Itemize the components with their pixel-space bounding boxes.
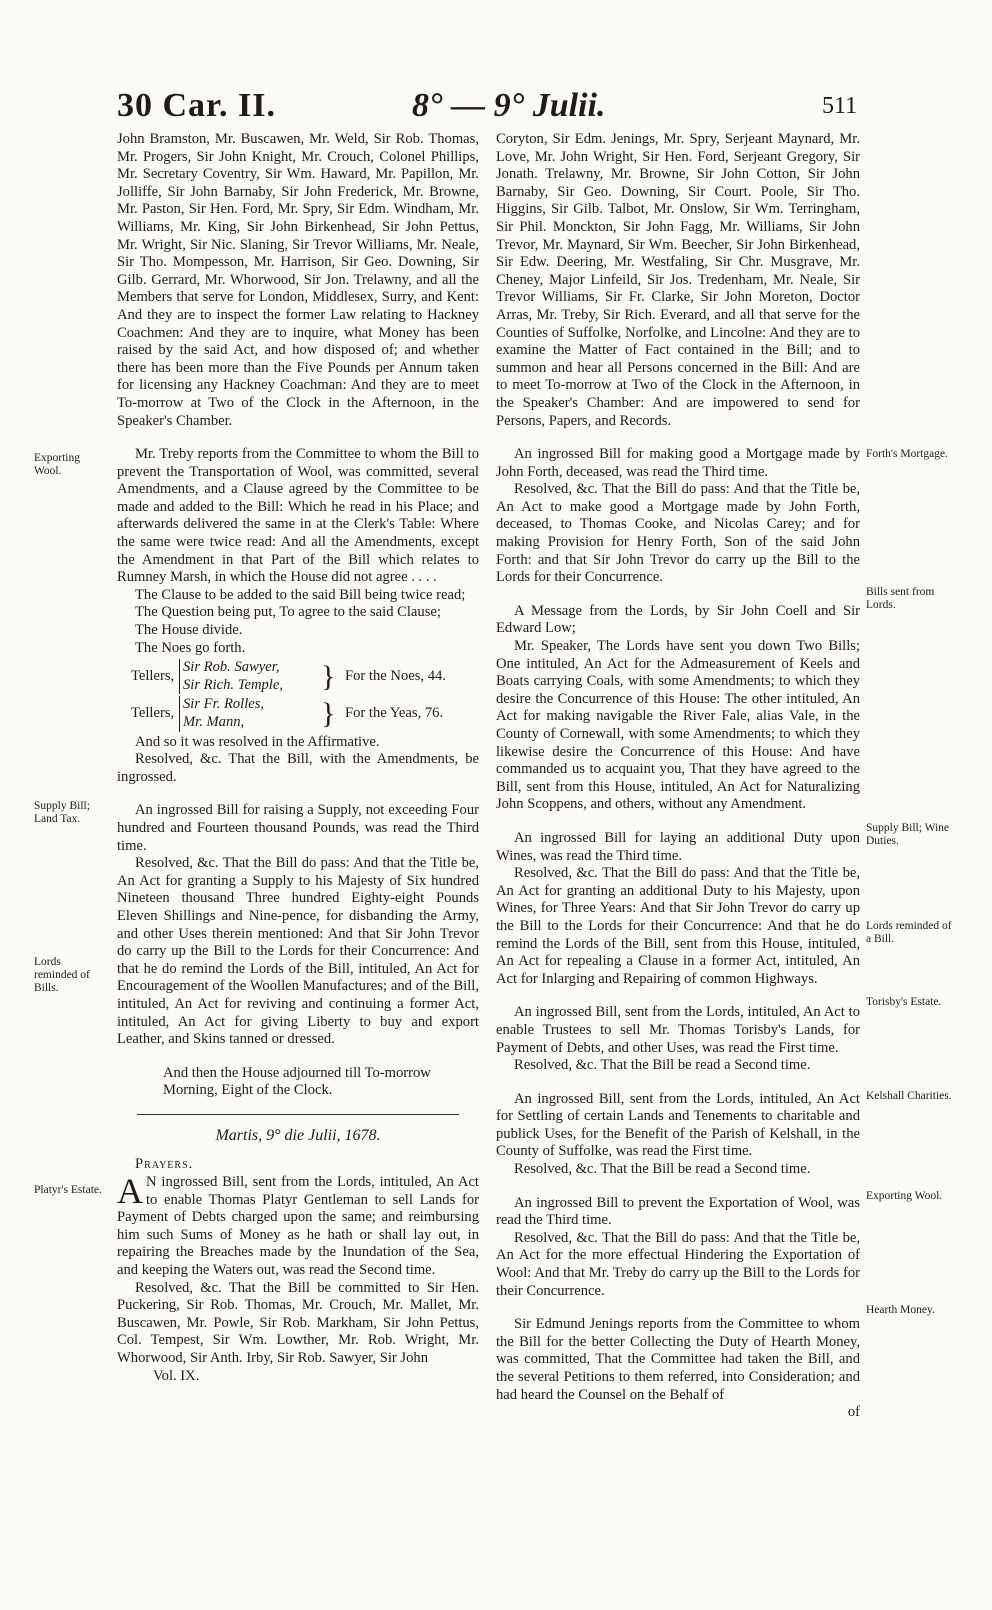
wool-resolved-paragraph: Resolved, &c. That the Bill do pass: And that the Title be, An Act for the more effectual Hindering the Exportation of Wool: And that Mr. Treby do carry up the Bill to the Lords for their Concurrence. [496, 1229, 860, 1299]
noes-result: For the Noes, 44. [345, 668, 446, 685]
platyr-text: N ingrossed Bill, sent from the Lords, intituled, An Act to enable Thomas Platyr Gentleman to sell Lands for Payment of Debts charged upon the same; and reimbursing him such Sums of Money as he hath or shall lay out, in repairing the Breaches made by the Inundation of the Sea, and keeping the Waters out, was read the Second time. [117, 1174, 479, 1279]
mortgage-bill-paragraph: An ingrossed Bill for making good a Mortgage made by John Forth, deceased, was read the Third time. [496, 446, 860, 480]
margin-note-supply-wine: Supply Bill; Wine Duties. [866, 822, 950, 847]
wine-resolved-paragraph: Resolved, &c. That the Bill do pass: And that the Title be, An Act for granting an additional Duty to his Majesty, upon Wines, for Three Years: And that Sir John Trevor do carry up the Bill to the Lords for their Concurrence: And that he do remind the Lords of the Bill, sent from this House, intituled, An Act for repealing a Clause in a former Act, intituled, An Act for Inlarging and Repairing of common Highways. [496, 865, 860, 987]
margin-note-lords-reminded: Lords reminded of Bills. [34, 956, 90, 994]
page-number: 511 [822, 93, 858, 119]
day-heading: Martis, 9° die Julii, 1678. [215, 1126, 381, 1144]
wool-bill-paragraph: An ingrossed Bill to prevent the Exportation of Wool, was read the Third time. [496, 1194, 860, 1229]
margin-note-bills-sent: Bills sent from Lords. [866, 586, 935, 611]
teller-noes-1: Sir Rob. Sawyer, [183, 659, 280, 676]
page-header [0, 85, 992, 135]
reign-heading: 30 Car. II. [117, 87, 276, 124]
catchword: of [847, 1404, 860, 1421]
noes-forth-line: The Noes go forth. [135, 639, 246, 656]
speaker-message-paragraph: Mr. Speaker, The Lords have sent you down Two Bills; One intituled, An Act for the Admeasurement of Keels and Boats carrying Coals, with some Amendments; to which they desire the Concurrence of this House: The other intituled, An Act for making navigable the River Fale, alias Vale, in the County of Cornewall, with some Amendments; to which they likewise desire the Concurrence of this House: And have commanded us to acquaint you, That they have agreed to the Bill, sent from this House, intituled, An Act for Naturalizing John Scoppens, and others, without any Amendment. [496, 638, 860, 813]
tellers-yeas [117, 696, 479, 731]
kelshall-bill-paragraph: An ingrossed Bill, sent from the Lords, intituled, An Act for Settling of certain Lands and Tenements to charitable and publick Uses, for the Benefit of the Parish of Kelshall, in the County of Suffolke, was read the First time. [496, 1090, 860, 1160]
margin-note-exporting-wool-right: Exporting Wool. [866, 1190, 943, 1202]
house-divide-line: The House divide. [135, 622, 243, 639]
question-paragraph: The Question being put, To agree to the said Clause; [135, 604, 441, 621]
teller-noes-2: Sir Rich. Temple, [183, 676, 283, 693]
lords-message-line: A Message from the Lords, by Sir John Coell and Sir Edward Low; [496, 602, 860, 637]
resolved-ingrossed-line: Resolved, &c. That the Bill, with the Amendments, be ingrossed. [117, 751, 479, 785]
platyr-paragraph [117, 1171, 479, 1280]
hearth-money-paragraph: Sir Edmund Jenings reports from the Committee to whom the Bill for the better Collecting the Duty of Hearth Money, was committed, That the Committee had taken the Bill, and the several Petitions to them referred, into Consideration; and had heard the Counsel on the Behalf of [496, 1316, 860, 1403]
right-column [496, 131, 860, 1422]
drop-cap: A [117, 1171, 143, 1212]
wine-bill-paragraph: An ingrossed Bill for laying an additional Duty upon Wines, was read the Third time. [496, 829, 860, 864]
brace-icon: } [321, 659, 336, 693]
volume-line [117, 1368, 479, 1386]
teller-yeas-2: Mr. Mann, [183, 714, 245, 730]
section-divider [137, 1114, 459, 1115]
brace-icon: } [321, 697, 336, 730]
platyr-committed-paragraph: Resolved, &c. That the Bill be committed to Sir Hen. Puckering, Sir Rob. Thomas, Mr. Crouch, Mr. Mallet, Mr. Buscawen, Mr. Powle, Sir Rob. Markham, Sir John Pettus, Col. Tempest, Sir Wm. Lowther, Mr. Rob. Wright, Mr. Whorwood, Sir Anth. Irby, Sir Rob. Sawyer, Sir John [117, 1279, 479, 1366]
supply-bill-paragraph: An ingrossed Bill for raising a Supply, not exceeding Four hundred and Fourteen thousand Pounds, was read the Third time. [117, 802, 479, 854]
margin-note-lords-reminded-bill: Lords reminded of a Bill. [866, 920, 952, 945]
teller-yeas-1: Sir Fr. Rolles, [183, 696, 265, 713]
margin-note-forth-mortgage: Forth's Mortgage. [866, 448, 948, 460]
tellers-noes [117, 659, 479, 694]
committee-continued-paragraph: Coryton, Sir Edm. Jenings, Mr. Spry, Serjeant Maynard, Mr. Love, Mr. John Wright, Sir Hen. Ford, Serjeant Gregory, Sir Jonath. Trelawny, Mr. Browne, Sir John Cotton, Sir John Barnaby, Sir Geo. Downing, Sir Court. Poole, Sir Tho. Higgins, Sir Gilb. Talbot, Mr. Onslow, Sir Wm. Terringham, Sir Phil. Monckton, Sir John Fagg, Mr. Williams, Sir John Trevor, Mr. Maynard, Sir Wm. Beecher, Sir John Birkenhead, Sir Edw. Deering, Mr. Westfaling, Sir Chr. Musgrave, Mr. Cheney, Major Linfeild, Sir Jos. Tredenham, Mr. Neale, Sir Trevor Williams, Sir Fr. Clarke, Sir John Moreton, Doctor Arras, Mr. Treby, Sir Rich. Everard, and all that serve for the Counties of Suffolke, Norfolke, and Lincolne: And they are to examine the Matter of Fact contained in the Bill; and to summon and hear all Persons concerned in the Bill: And are to meet To-morrow at Two of the Clock in the Afternoon, in the Speaker's Chamber: And are impowered to send for Persons, Papers, and Records. [496, 131, 860, 429]
volume-label: Vol. IX. [153, 1367, 200, 1384]
yeas-result: For the Yeas, 76. [345, 705, 444, 722]
margin-note-kelshall: Kelshall Charities. [866, 1090, 952, 1102]
margin-note-torisby: Torisby's Estate. [866, 996, 942, 1008]
tellers-label: Tellers, [131, 668, 175, 685]
committee-members-paragraph: John Bramston, Mr. Buscawen, Mr. Weld, Sir Rob. Thomas, Mr. Progers, Sir John Knight, Mr. Crouch, Colonel Phillips, Mr. Secretary Coventry, Sir Wm. Haward, Mr. Papillon, Mr. Jolliffe, Sir John Barnaby, Sir John Frederick, Mr. Browne, Mr. Paston, Sir Hen. Ford, Mr. Spry, Sir Edm. Windham, Mr. Williams, Mr. King, Sir John Birkenhead, Sir John Pettus, Mr. Wright, Sir Nic. Slaning, Sir Trevor Williams, Mr. Neale, Sir Tho. Mompesson, Mr. Harrison, Sir Geo. Downing, Sir Gilb. Gerrard, Mr. Whorwood, Sir Jon. Trelawny, and all the Members that serve for London, Middlesex, Surry, and Kent: And they are to inspect the former Law relating to Hackney Coachmen: And they are to inquire, what Money has been raised by the said Act, and how disposed of; and whether there has been more than the Five Pounds per Annum taken for licensing any Hackney Coachman: And they are to meet To-morrow at Two of the Clock in the Afternoon, in the Speaker's Chamber. [117, 131, 479, 429]
date-heading: 8° — 9° Julii. [412, 87, 606, 124]
clause-read-paragraph: The Clause to be added to the said Bill being twice read; [135, 586, 466, 603]
tellers-label: Tellers, [131, 705, 175, 722]
margin-note-hearth-money: Hearth Money. [866, 1304, 935, 1316]
adjournment-line: And then the House adjourned till To-morrow Morning, Eight of the Clock. [163, 1064, 431, 1099]
kelshall-resolved-line: Resolved, &c. That the Bill be read a Second time. [514, 1161, 811, 1178]
prayers-line: Prayers. [135, 1156, 194, 1173]
left-column [117, 131, 479, 1385]
margin-note-exporting-wool: Exporting Wool. [34, 452, 80, 477]
margin-note-platyr: Platyr's Estate. [34, 1184, 102, 1196]
supply-resolved-paragraph: Resolved, &c. That the Bill do pass: And that the Title be, An Act for granting a Supply to his Majesty of Six hundred Nineteen thousand Three hundred Eighty-eight Pounds Eleven Shillings and Nine-pence, for disbanding the Army, and other Uses therein mentioned: And that Sir John Trevor do carry up the Bill to the Lords for their Concurrence: And that he do remind the Lords of the Bill, intituled, An Act for Encouragement of the Woollen Manufactures; and of the Bill, intituled, An Act for reviving and continuing a former Act, intituled, An Act for giving Liberty to buy and export Leather, and Skins tanned or dressed. [117, 855, 479, 1048]
affirmative-line: And so it was resolved in the Affirmative. [135, 733, 380, 750]
torisby-bill-paragraph: An ingrossed Bill, sent from the Lords, intituled, An Act to enable Trustees to sell Mr. Thomas Torisby's Lands, for Payment of Debts, and other Uses, was read the First time. [496, 1004, 860, 1056]
margin-note-supply-land-tax: Supply Bill; Land Tax. [34, 800, 90, 825]
torisby-resolved-line: Resolved, &c. That the Bill be read a Second time. [514, 1057, 811, 1074]
mortgage-resolved-paragraph: Resolved, &c. That the Bill do pass: And that the Title be, An Act to make good a Mortgage made by John Forth, deceased, to Thomas Cooke, and Nicolas Carey; and for making Provision for Henry Forth, Son of the said John Forth: and that Sir John Trevor do carry up the Bill to the Lords for their Concurrence. [496, 481, 860, 586]
wool-report-paragraph: Mr. Treby reports from the Committee to whom the Bill to prevent the Transportation of Wool, was committed, several Amendments, and a Clause agreed by the Committee to be made and added to the Bill: Which he read in his Place; and afterwards delivered the same in at the Clerk's Table: Where the same were twice read: And all the Amendments, except the Amendment in that Part of the Bill which relates to Rumney Marsh, in which the House did not agree . . . . [117, 446, 479, 586]
